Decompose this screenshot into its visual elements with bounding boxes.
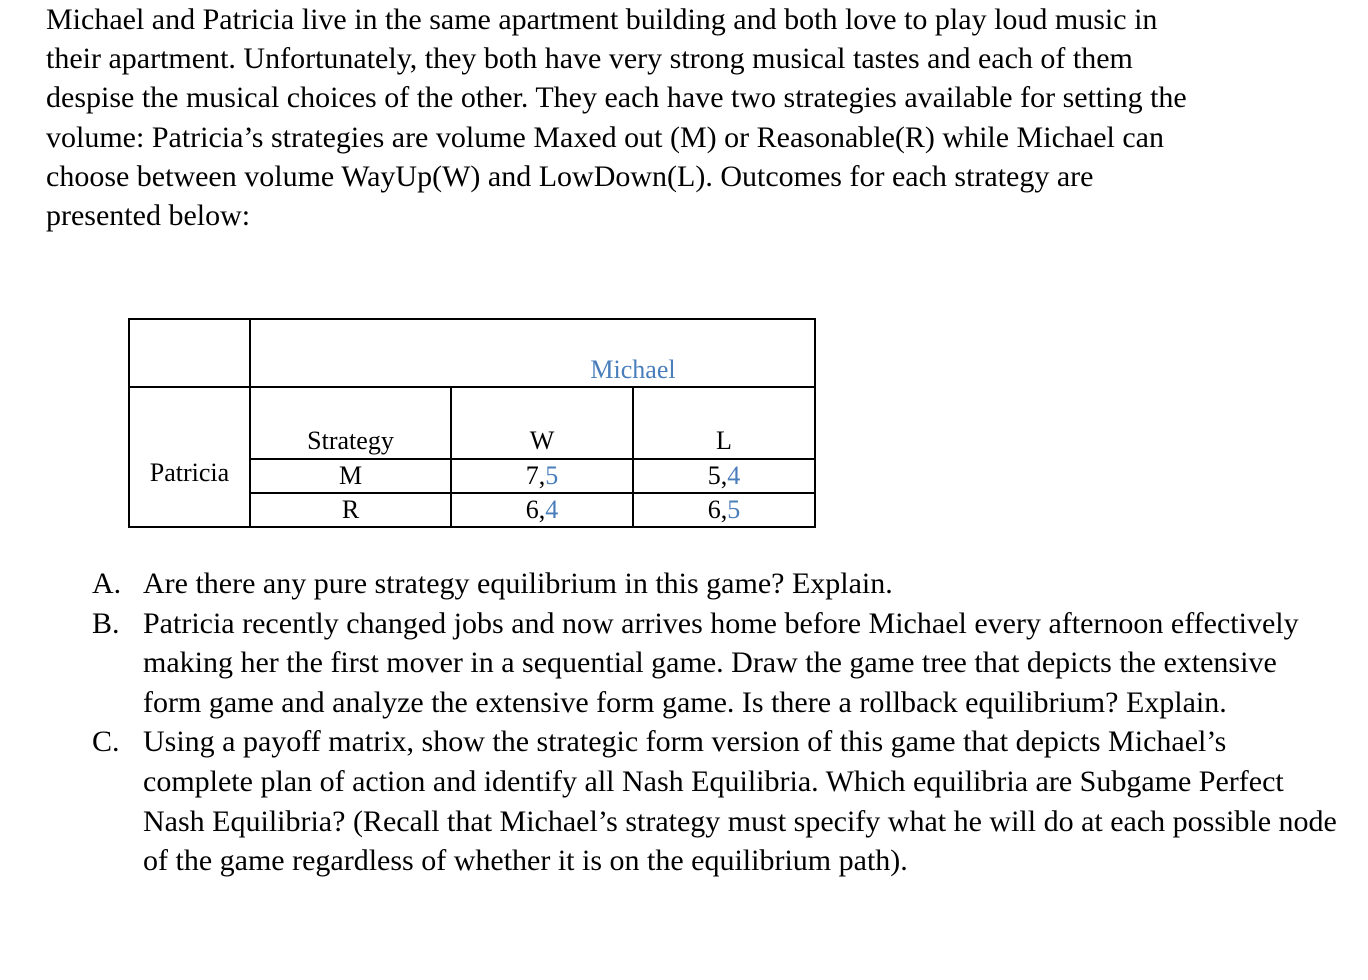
payoff-separator: , <box>538 461 546 490</box>
payoff-separator: , <box>538 495 546 524</box>
strategy-header: Strategy <box>307 426 394 455</box>
payoff-separator: , <box>720 461 728 490</box>
row-player-label: Patricia <box>149 458 230 487</box>
michael-payoff: 4 <box>727 461 741 490</box>
question-list <box>92 564 1342 881</box>
question-label: A. <box>92 567 122 600</box>
table-border-right <box>814 318 816 528</box>
patricia-payoff: 7 <box>525 461 539 490</box>
table-border-top <box>128 318 816 320</box>
question-text: Patricia recently changed jobs and now arrives home before Michael every afternoon effectively making her the first mover in a sequential game. Draw the game tree that depicts the extensive form game and analyze the extensive form game. Is there a rollback equilibrium? Explain. <box>143 606 1299 719</box>
michael-payoff: 4 <box>545 495 559 524</box>
payoff-cell-r-l <box>634 493 814 526</box>
patricia-payoff: 5 <box>707 461 721 490</box>
payoff-table <box>128 318 816 529</box>
payoff-separator: , <box>720 495 728 524</box>
question-c <box>92 722 1342 880</box>
row-strategy-m: M <box>338 461 363 490</box>
michael-payoff: 5 <box>727 495 741 524</box>
question-text: Using a payoff matrix, show the strategic form version of this game that depicts Michael’s complete plan of action and identify all Nash Equilibria. Which equilibria are Subgame Perfect Nash Equilibria? (Recall that Michael’s strategy must specify what he will do at each possible node of the game regardless of whether it is on the equilibrium path). <box>143 725 1337 878</box>
michael-payoff: 5 <box>545 461 559 490</box>
patricia-payoff: 6 <box>525 495 539 524</box>
table-border-left <box>128 318 130 528</box>
problem-statement: Michael and Patricia live in the same apartment building and both love to play loud music in their apartment. Unfortunately, they both have very strong musical tastes and each of them despise the musical choices of the other. They each have two strategies available for setting the volume: Patricia’s strategies are volume Maxed out (M) or Reasonable(R) while Michael can choose between volume WayUp(W) and LowDown(L). Outcomes for each strategy are presented below: <box>46 3 1187 233</box>
table-border-bottom <box>128 526 816 528</box>
payoff-cell-r-w <box>452 493 632 526</box>
question-label: C. <box>92 725 120 759</box>
table-line-player-header <box>128 386 816 388</box>
column-header-l: L <box>716 426 732 455</box>
column-header-w: W <box>529 426 555 455</box>
question-b <box>92 604 1342 723</box>
question-label: B. <box>92 606 120 640</box>
column-player-label: Michael <box>590 355 676 384</box>
question-a <box>92 564 1342 604</box>
question-text: Are there any pure strategy equilibrium in this game? Explain. <box>143 567 893 600</box>
row-strategy-r: R <box>341 495 360 524</box>
patricia-payoff: 6 <box>707 495 721 524</box>
payoff-cell-m-w <box>452 459 632 492</box>
payoff-cell-m-l <box>634 459 814 492</box>
